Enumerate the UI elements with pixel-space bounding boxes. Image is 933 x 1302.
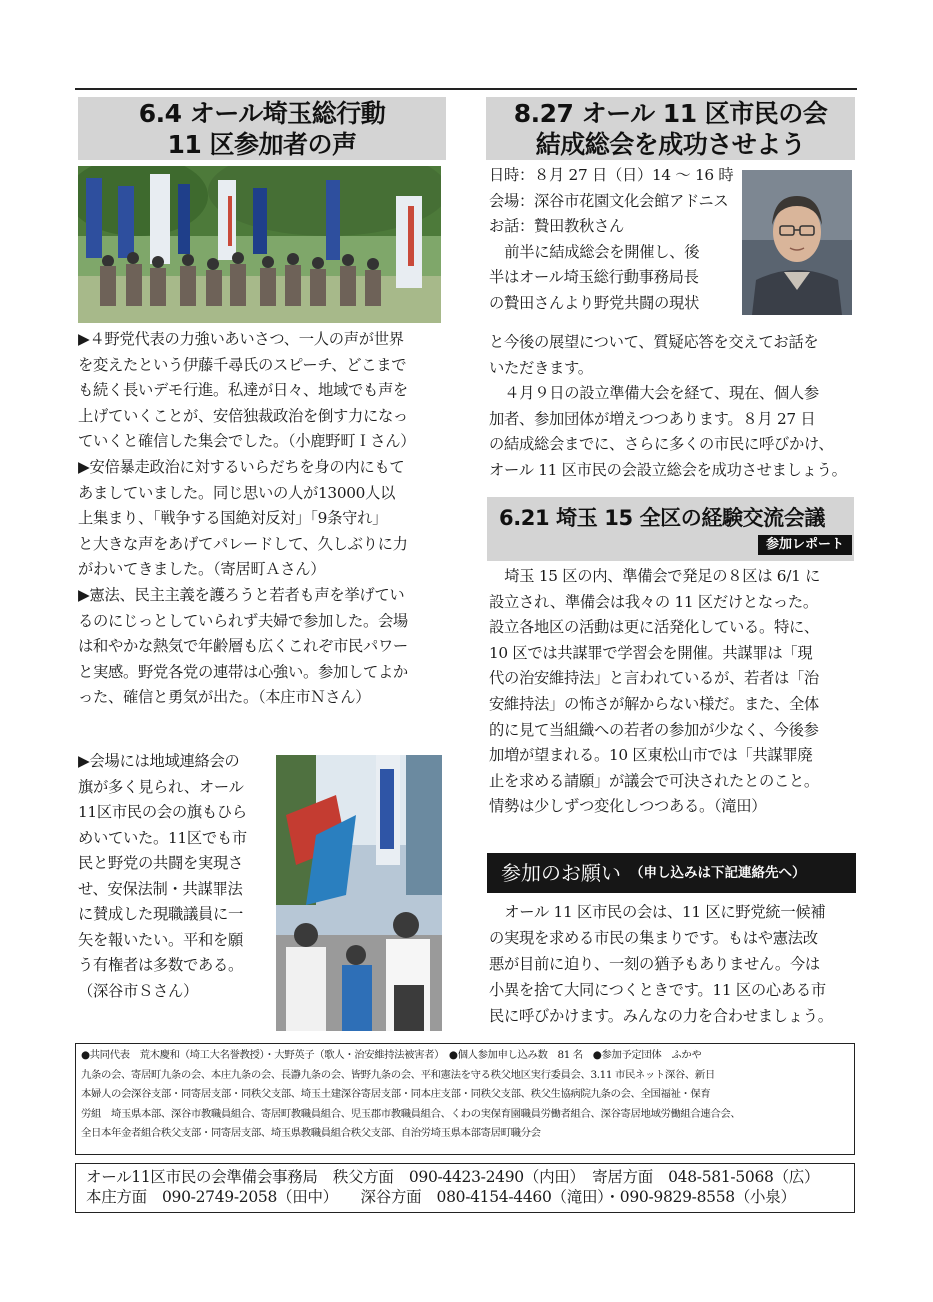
text-line: 上集まり、「戦争する国絶対反対」「9条守れ」	[78, 509, 388, 528]
participation-subtitle: （申し込みは下記連絡先へ）	[630, 865, 806, 881]
text-line: った、確信と勇気が出た。（本庄市Ｎさん）	[78, 688, 371, 707]
event-speaker: お話：贄田教秋さん	[489, 217, 624, 236]
report-tag: 参加レポート	[758, 535, 852, 555]
members-line: 全日本年金者組合秩父支部・同寄居支部、埼玉県教職員組合秩父支部、自治労埼玉県本部寄居町職分会	[81, 1127, 541, 1140]
text-line: るのにじっとしていられず夫婦で参加した。会場	[78, 611, 408, 630]
text-line: オール 11 区市民の会は、11 区に野党統一候補	[504, 903, 826, 921]
text-line: を変えたという伊藤千尋氏のスピーチ、どこまで	[78, 355, 407, 374]
text-line: オール 11 区市民の会設立総会を成功させましょう。	[489, 460, 847, 479]
text-line: 代の治安維持法」と言われているが、若者は「治	[489, 669, 819, 688]
text-line: 民と野党の共闘を実現さ	[78, 854, 243, 872]
text-line: 11区市民の会の旗もひら	[78, 803, 247, 821]
event-venue: 会場：深谷市花園文化会館アドニス	[489, 191, 729, 210]
text-line: 情勢は少しずつ変化しつつある。（滝田）	[489, 797, 767, 816]
contact-line: オール11区市民の会準備会事務局 秩父方面 090-4423-2490（内田） 寄居方面 048-581-5068（広）	[86, 1168, 820, 1186]
text-line: がわいてきました。（寄居町Ａさん）	[78, 560, 326, 579]
contact-box	[75, 1163, 855, 1213]
text-line: は和やかな熱気で年齢層も広くこれぞ市民パワー	[78, 637, 408, 656]
right-top-heading-line2: 結成総会を成功させよう	[535, 130, 806, 159]
text-line: う有権者は多数である。	[78, 956, 243, 974]
right-bottom-text	[489, 899, 857, 1029]
text-line: 設立され、準備会は我々の 11 区だけとなった。	[489, 592, 818, 611]
members-line: 労組 埼玉県本部、深谷市教職員組合、寄居町教職員組合、児玉郡市教職員組合、くわの実保育園職員労働者組合、深谷寄居地域労働組合連合会、	[81, 1107, 741, 1120]
text-line: 安維持法」の怖さが解からない様だ。また、全体	[489, 694, 819, 713]
right-top-heading	[486, 97, 855, 160]
text-line: せ、安保法制・共謀罪法	[78, 879, 243, 898]
text-line: 加増が望まれる。10 区東松山市では「共謀罪廃	[489, 746, 813, 765]
text-line: と大きな声をあげてパレードして、久しぶりに力	[78, 534, 408, 553]
text-line: の贄田さんより野党共闘の現状	[489, 293, 699, 312]
members-box	[75, 1043, 855, 1155]
right-top-heading-line1: 8.27 オール 11 区市民の会	[513, 99, 828, 128]
text-line: 的に見て当組織への若者の参加が少なく、今後参	[489, 720, 819, 739]
text-line: いただきます。	[489, 358, 593, 377]
text-line: の実現を求める市民の集まりです。もはや憲法改	[489, 929, 818, 947]
text-line: と今後の展望について、質疑応答を交えてお話を	[489, 333, 819, 351]
text-line: 民に呼びかけます。みんなの力を合わせましょう。	[489, 1007, 833, 1025]
speaker-portrait-image	[742, 170, 852, 315]
text-line: 止を求める請願」が議会で可決されたとのこと。	[489, 771, 819, 790]
left-heading	[78, 97, 446, 160]
participation-heading	[487, 853, 856, 893]
participation-title: 参加のお願い	[501, 861, 621, 885]
event-info	[489, 163, 739, 317]
text-line: 旗が多く見られ、オール	[78, 777, 244, 796]
left-voices-text	[78, 327, 448, 711]
left-heading-line1: 6.4 オール埼玉総行動	[138, 99, 386, 128]
text-line: 10 区では共謀罪で学習会を開催。共謀罪は「現	[489, 643, 813, 662]
members-line: 本婦人の会深谷支部・同寄居支部・同秩父支部、埼玉土建深谷寄居支部・同本庄支部・同秩父支部、秩父生協病院九条の会、全国福祉・保育	[81, 1088, 711, 1101]
left-narrow-text	[78, 749, 273, 1004]
text-line: ていくと確信した集会でした。（小鹿野町Ｉさん）	[78, 432, 416, 451]
event-date: 日時：８月 27 日（日）14 ～ 16 時	[489, 166, 734, 184]
right-mid-heading-title: 6.21 埼玉 15 全区の経験交流会議	[499, 506, 825, 530]
right-top-text	[489, 330, 857, 484]
left-heading-line2: 11 区参加者の声	[167, 130, 357, 159]
text-line: ▶憲法、民主主義を護ろうと若者も声を挙げてい	[78, 585, 405, 604]
text-line: に賛成した現職議員に一	[78, 905, 243, 923]
text-line: 上げていくことが、安倍独裁政治を倒す力になっ	[78, 406, 408, 425]
text-line: （深谷市Ｓさん）	[78, 981, 198, 1000]
demo-photo-image	[78, 166, 441, 323]
text-line: 悪が目前に迫り、一刻の猶予もありません。今は	[489, 955, 820, 973]
text-line: ４月９日の設立準備大会を経て、現在、個人参	[504, 384, 819, 403]
text-line: 前半に結成総会を開催し、後	[504, 242, 700, 261]
contact-line: 本庄方面 090-2749-2058（田中） 深谷方面 080-4154-4460（滝田）・090-9829-8558（小泉）	[86, 1188, 796, 1206]
text-line: 小異を捨て大同につくときです。11 区の心ある市	[489, 981, 826, 999]
parade-photo	[276, 755, 442, 1031]
text-line: ▶安倍暴走政治に対するいらだちを身の内にもて	[78, 457, 405, 476]
text-line: の結成総会までに、さらに多くの市民に呼びかけ、	[489, 435, 834, 454]
members-line: 九条の会、寄居町九条の会、本庄九条の会、長瀞九条の会、皆野九条の会、平和憲法を守る秩父地区実行委員会、3.11 市民ネット深谷、新日	[81, 1068, 715, 1081]
speaker-portrait	[742, 170, 852, 315]
text-line: と実感。野党各党の連帯は心強い。参加してよか	[78, 662, 408, 681]
top-rule	[75, 88, 857, 90]
demo-photo	[78, 166, 441, 323]
text-line: 設立各地区の活動は更に活発化している。特に、	[489, 618, 819, 637]
members-line: ●共同代表 荒木慶和（埼工大名誉教授）・大野英子（歌人・治安維持法被害者） ●個人参加申し込み数 81 名 ●参加予定団体 ふかや	[81, 1049, 702, 1061]
right-mid-text	[489, 564, 857, 820]
text-line: ▶４野党代表の力強いあいさつ、一人の声が世界	[78, 330, 404, 348]
text-line: 加者、参加団体が増えつつあります。８月 27 日	[489, 409, 816, 428]
text-line: 矢を報いたい。平和を願	[78, 930, 243, 949]
parade-photo-image	[276, 755, 442, 1031]
text-line: めいていた。11区でも市	[78, 828, 247, 847]
text-line: 埼玉 15 区の内、準備会で発足の８区は 6/1 に	[504, 567, 821, 585]
text-line: 半はオール埼玉総行動事務局長	[489, 268, 699, 287]
text-line: も続く長いデモ行進。私達が日々、地域でも声を	[78, 381, 408, 400]
text-line: ▶会場には地域連絡会の	[78, 752, 240, 770]
text-line: あましていました。同じ思いの人が13000人以	[78, 483, 396, 502]
